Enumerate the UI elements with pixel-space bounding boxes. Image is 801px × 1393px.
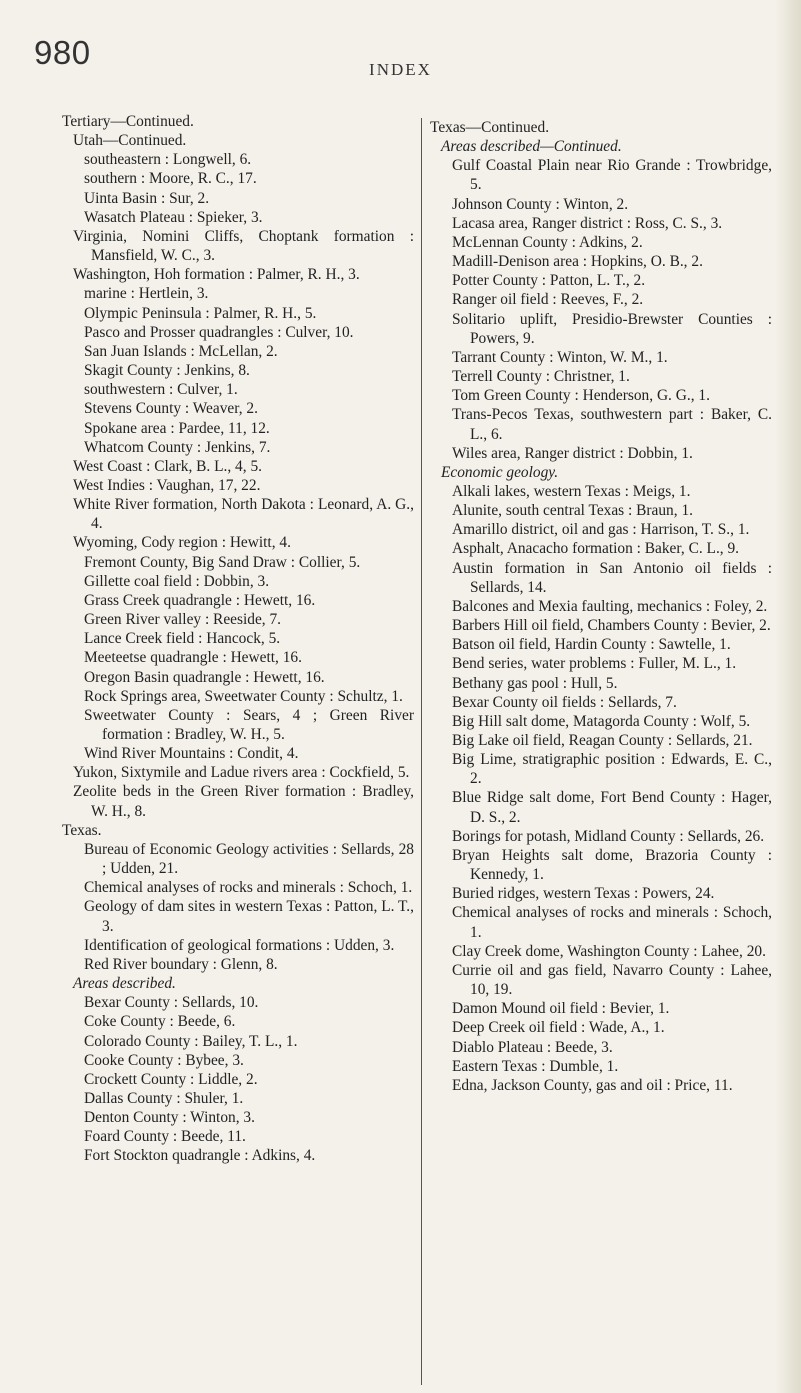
index-entry: Pasco and Prosser quadrangles : Culver, 10. bbox=[84, 323, 354, 341]
index-entry: West Indies : Vaughan, 17, 22. bbox=[73, 476, 261, 494]
index-entry: Whatcom County : Jenkins, 7. bbox=[84, 438, 271, 456]
index-entry: Olympic Peninsula : Palmer, R. H., 5. bbox=[84, 304, 317, 322]
index-entry: Balcones and Mexia faulting, mechanics : Foley, 2. bbox=[452, 597, 768, 615]
index-entry: Wind River Mountains : Condit, 4. bbox=[84, 745, 299, 763]
index-entry: Virginia, Nomini Cliffs, Choptank formation : Mansfield, W. C., 3. bbox=[73, 227, 414, 265]
index-entry: Grass Creek quadrangle : Hewett, 16. bbox=[84, 591, 316, 609]
index-entry: Colorado County : Bailey, T. L., 1. bbox=[84, 1032, 298, 1050]
index-entry: Big Lake oil field, Reagan County : Sellards, 21. bbox=[452, 732, 753, 749]
index-entry: Currie oil and gas field, Navarro County : Lahee, 10, 19. bbox=[452, 961, 772, 999]
index-entry: Rock Springs area, Sweetwater County : Schultz, 1. bbox=[84, 687, 403, 705]
index-entry: Lance Creek field : Hancock, 5. bbox=[84, 630, 281, 648]
index-entry: Eastern Texas : Dumble, 1. bbox=[452, 1057, 619, 1075]
index-entry: Fort Stockton quadrangle : Adkins, 4. bbox=[84, 1147, 316, 1165]
index-entry: Oregon Basin quadrangle : Hewett, 16. bbox=[84, 668, 325, 686]
index-entry: Deep Creek oil field : Wade, A., 1. bbox=[452, 1019, 665, 1037]
index-entry: Utah—Continued. bbox=[73, 132, 187, 150]
index-entry: Dallas County : Shuler, 1. bbox=[84, 1089, 244, 1107]
index-entry: Zeolite beds in the Green River formation : Bradley, W. H., 8. bbox=[73, 783, 414, 820]
running-head: INDEX bbox=[369, 60, 432, 79]
index-entry: Stevens County : Weaver, 2. bbox=[84, 400, 258, 418]
index-entry: Austin formation in San Antonio oil fields : Sellards, 14. bbox=[452, 559, 772, 596]
index-entry: Red River boundary : Glenn, 8. bbox=[84, 955, 278, 973]
index-entry: Green River valley : Reeside, 7. bbox=[84, 611, 282, 629]
index-entry: Chemical analyses of rocks and minerals : Schoch, 1. bbox=[452, 904, 772, 941]
index-entry: Amarillo district, oil and gas : Harrison, T. S., 1. bbox=[452, 521, 750, 539]
index-entry: southwestern : Culver, 1. bbox=[84, 381, 238, 399]
index-entry: Batson oil field, Hardin County : Sawtelle, 1. bbox=[452, 636, 731, 654]
index-entry: West Coast : Clark, B. L., 4, 5. bbox=[73, 457, 262, 475]
index-entry: Diablo Plateau : Beede, 3. bbox=[452, 1038, 613, 1056]
index-entry: Geology of dam sites in western Texas : Patton, L. T., 3. bbox=[84, 898, 414, 935]
index-entry: Areas described—Continued. bbox=[441, 138, 622, 156]
index-entry: Identification of geological formations : Udden, 3. bbox=[84, 936, 395, 954]
index-entry: Texas. bbox=[62, 821, 102, 839]
index-entry: Bend series, water problems : Fuller, M. L., 1. bbox=[452, 655, 737, 673]
index-entry: San Juan Islands : McLellan, 2. bbox=[84, 342, 278, 360]
index-entry: Fremont County, Big Sand Draw : Collier, 5. bbox=[84, 553, 361, 571]
index-entry: Cooke County : Bybee, 3. bbox=[84, 1051, 244, 1069]
index-entry: Gillette coal field : Dobbin, 3. bbox=[84, 572, 270, 590]
index-entry: Edna, Jackson County, gas and oil : Price, 11. bbox=[452, 1076, 733, 1094]
index-entry: Areas described. bbox=[73, 975, 176, 993]
index-entry: Bureau of Economic Geology activities : Sellards, 28 ; Udden, 21. bbox=[84, 840, 414, 878]
index-entry: Big Lime, stratigraphic position : Edwards, E. C., 2. bbox=[452, 751, 772, 788]
index-entry: Yukon, Sixtymile and Ladue rivers area : Cockfield, 5. bbox=[73, 764, 410, 782]
index-entry: Wiles area, Ranger district : Dobbin, 1. bbox=[452, 444, 693, 462]
index-entry: Foard County : Beede, 11. bbox=[84, 1128, 246, 1146]
page-number: 980 bbox=[34, 34, 91, 71]
index-entry: Denton County : Winton, 3. bbox=[84, 1109, 255, 1127]
index-entry: Bexar County oil fields : Sellards, 7. bbox=[452, 693, 677, 711]
index-entry: Spokane area : Pardee, 11, 12. bbox=[84, 419, 270, 437]
index-entry: Clay Creek dome, Washington County : Lahee, 20. bbox=[452, 942, 766, 960]
index-entry: Alkali lakes, western Texas : Meigs, 1. bbox=[452, 482, 691, 500]
column-divider bbox=[421, 118, 422, 1385]
index-entry: Barbers Hill oil field, Chambers County : Bevier, 2. bbox=[452, 617, 771, 635]
index-entry: Big Hill salt dome, Matagorda County : Wolf, 5. bbox=[452, 712, 751, 730]
index-entry: Tom Green County : Henderson, G. G., 1. bbox=[452, 387, 710, 405]
index-entry: Economic geology. bbox=[441, 463, 559, 481]
index-entry: Ranger oil field : Reeves, F., 2. bbox=[452, 291, 644, 309]
index-entry: Solitario uplift, Presidio-Brewster Counties : Powers, 9. bbox=[452, 310, 772, 347]
index-entry: Bethany gas pool : Hull, 5. bbox=[452, 674, 618, 692]
index-entry: Lacasa area, Ranger district : Ross, C. S., 3. bbox=[452, 214, 723, 232]
index-entry: Borings for potash, Midland County : Sellards, 26. bbox=[452, 827, 765, 845]
index-entry: Skagit County : Jenkins, 8. bbox=[84, 362, 250, 380]
index-entry: Potter County : Patton, L. T., 2. bbox=[452, 272, 646, 290]
index-entry: Madill-Denison area : Hopkins, O. B., 2. bbox=[452, 253, 703, 271]
index-entry: Crockett County : Liddle, 2. bbox=[84, 1070, 258, 1088]
index-entry: Uinta Basin : Sur, 2. bbox=[84, 189, 210, 207]
index-entry: Washington, Hoh formation : Palmer, R. H., 3. bbox=[73, 266, 360, 284]
index-entry: Terrell County : Christner, 1. bbox=[452, 368, 630, 386]
page-edge-shading bbox=[775, 0, 801, 1393]
index-entry: Asphalt, Anacacho formation : Baker, C. L., 9. bbox=[452, 540, 740, 558]
index-entry: southeastern : Longwell, 6. bbox=[84, 151, 252, 169]
index-entry: Texas—Continued. bbox=[430, 119, 550, 136]
index-entry: Wyoming, Cody region : Hewitt, 4. bbox=[73, 534, 291, 552]
index-entry: Bryan Heights salt dome, Brazoria County : Kennedy, 1. bbox=[452, 846, 772, 884]
index-entry: Gulf Coastal Plain near Rio Grande : Trowbridge, 5. bbox=[452, 157, 772, 194]
index-entry: Bexar County : Sellards, 10. bbox=[84, 994, 259, 1012]
index-entry: Johnson County : Winton, 2. bbox=[452, 195, 629, 213]
index-entry: Alunite, south central Texas : Braun, 1. bbox=[452, 502, 693, 520]
index-entry: Buried ridges, western Texas : Powers, 24. bbox=[452, 885, 715, 903]
index-entry: Blue Ridge salt dome, Fort Bend County : Hager, D. S., 2. bbox=[452, 789, 772, 826]
index-entry: southern : Moore, R. C., 17. bbox=[84, 170, 257, 188]
index-entry: Tarrant County : Winton, W. M., 1. bbox=[452, 348, 668, 366]
index-entry: Tertiary—Continued. bbox=[62, 113, 194, 130]
index-entry: Wasatch Plateau : Spieker, 3. bbox=[84, 208, 263, 226]
index-entry: marine : Hertlein, 3. bbox=[84, 285, 209, 303]
index-entry: Coke County : Beede, 6. bbox=[84, 1013, 236, 1031]
index-entry: McLennan County : Adkins, 2. bbox=[452, 233, 643, 251]
index-entry: Meeteetse quadrangle : Hewett, 16. bbox=[84, 649, 302, 667]
index-entry: Trans-Pecos Texas, southwestern part : Baker, C. L., 6. bbox=[452, 406, 772, 443]
index-column-left bbox=[62, 112, 414, 1166]
index-entry: Damon Mound oil field : Bevier, 1. bbox=[452, 1000, 670, 1018]
index-entry: Sweetwater County : Sears, 4 ; Green River formation : Bradley, W. H., 5. bbox=[84, 706, 414, 743]
index-entry: White River formation, North Dakota : Leonard, A. G., 4. bbox=[73, 496, 414, 533]
index-column-right bbox=[430, 118, 772, 1095]
index-entry: Chemical analyses of rocks and minerals : Schoch, 1. bbox=[84, 879, 413, 897]
